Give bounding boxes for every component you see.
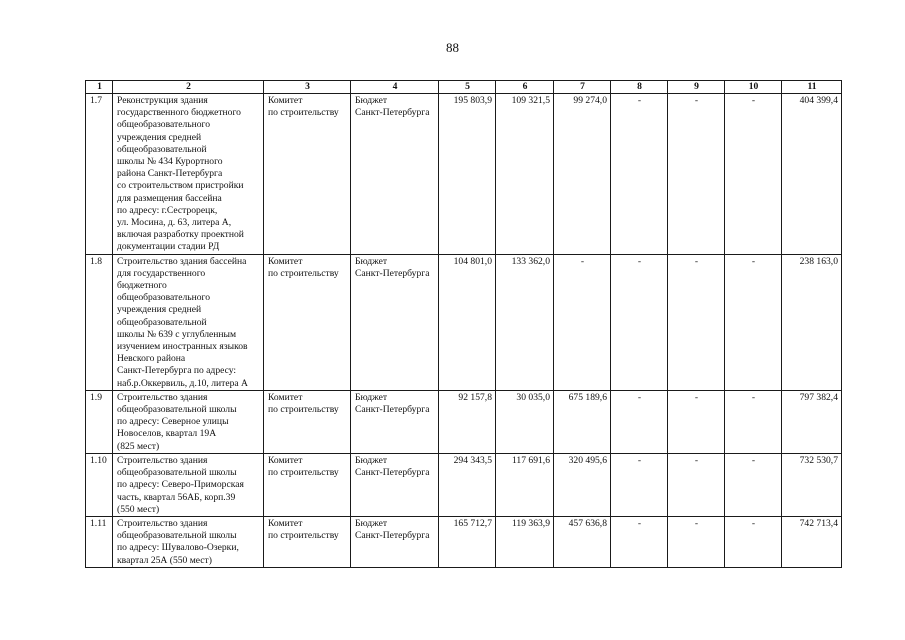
row-index: 1.8 xyxy=(86,254,113,390)
row-index: 1.7 xyxy=(86,94,113,255)
executor-cell xyxy=(264,453,351,516)
column-header-2: 2 xyxy=(113,81,264,94)
value-cell-8: - xyxy=(611,254,668,390)
object-name-cell-line: включая разработку проектной xyxy=(117,229,244,241)
row-index: 1.11 xyxy=(86,516,113,567)
funding-source-cell-line: Бюджет xyxy=(355,454,388,466)
table-header-row xyxy=(86,81,842,94)
funding-source-cell-line: Санкт-Петербурга xyxy=(355,267,430,279)
object-name-cell xyxy=(113,94,264,255)
executor-cell-line: по строительству xyxy=(268,467,339,479)
table-row xyxy=(86,516,842,567)
value-cell-5: 165 712,7 xyxy=(439,516,496,567)
object-name-cell-line: бюджетного xyxy=(117,280,167,292)
value-cell-11: 238 163,0 xyxy=(782,254,842,390)
column-header-3: 3 xyxy=(264,81,351,94)
value-cell-10: - xyxy=(725,94,782,255)
object-name-cell-line: (550 мест) xyxy=(117,503,160,515)
executor-cell-line: Комитет xyxy=(268,517,303,529)
executor-cell xyxy=(264,254,351,390)
executor-cell-line: Комитет xyxy=(268,454,303,466)
object-name-cell-line: общеобразовательной школы xyxy=(117,404,237,416)
value-cell-7: 457 636,8 xyxy=(554,516,611,567)
value-cell-8: - xyxy=(611,94,668,255)
value-cell-7: 675 189,6 xyxy=(554,390,611,453)
object-name-cell-line: общеобразовательного xyxy=(117,119,211,131)
column-header-11: 11 xyxy=(782,81,842,94)
value-cell-6: 119 363,9 xyxy=(496,516,554,567)
object-name-cell-line: наб.р.Оккервиль, д.10, литера А xyxy=(117,377,248,389)
funding-source-cell-line: Санкт-Петербурга xyxy=(355,530,430,542)
value-cell-5: 92 157,8 xyxy=(439,390,496,453)
value-cell-11: 742 713,4 xyxy=(782,516,842,567)
value-cell-9: - xyxy=(668,390,725,453)
value-cell-7: 320 495,6 xyxy=(554,453,611,516)
object-name-cell-line: Реконструкция здания xyxy=(117,95,208,106)
funding-source-cell-line: Бюджет xyxy=(355,95,388,106)
object-name-cell-line: общеобразовательной школы xyxy=(117,467,237,479)
object-name-cell-line: района Санкт-Петербурга xyxy=(117,168,223,180)
value-cell-5: 294 343,5 xyxy=(439,453,496,516)
column-header-5: 5 xyxy=(439,81,496,94)
value-cell-9: - xyxy=(668,516,725,567)
object-name-cell-line: Санкт-Петербурга по адресу: xyxy=(117,365,237,377)
object-name-cell-line: документации стадии РД xyxy=(117,241,220,253)
column-header-7: 7 xyxy=(554,81,611,94)
value-cell-5: 195 803,9 xyxy=(439,94,496,255)
object-name-cell-line: по адресу: Шувалово-Озерки, xyxy=(117,542,239,554)
value-cell-5: 104 801,0 xyxy=(439,254,496,390)
funding-source-cell xyxy=(351,254,439,390)
column-header-10: 10 xyxy=(725,81,782,94)
value-cell-8: - xyxy=(611,516,668,567)
funding-source-cell xyxy=(351,94,439,255)
column-header-4: 4 xyxy=(351,81,439,94)
value-cell-8: - xyxy=(611,453,668,516)
value-cell-11: 797 382,4 xyxy=(782,390,842,453)
value-cell-9: - xyxy=(668,94,725,255)
object-name-cell-line: Строительство здания xyxy=(117,391,208,403)
funding-source-cell-line: Бюджет xyxy=(355,517,388,529)
value-cell-11: 404 399,4 xyxy=(782,94,842,255)
object-name-cell-line: для государственного xyxy=(117,267,206,279)
value-cell-9: - xyxy=(668,453,725,516)
object-name-cell-line: школы № 434 Курортного xyxy=(117,156,223,168)
executor-cell xyxy=(264,94,351,255)
object-name-cell xyxy=(113,390,264,453)
value-cell-7: - xyxy=(554,254,611,390)
object-name-cell-line: для размещения бассейна xyxy=(117,192,222,204)
executor-cell xyxy=(264,390,351,453)
object-name-cell-line: Новоселов, квартал 19А xyxy=(117,428,217,440)
value-cell-9: - xyxy=(668,254,725,390)
value-cell-10: - xyxy=(725,516,782,567)
budget-table xyxy=(85,80,842,568)
object-name-cell-line: со строительством пристройки xyxy=(117,180,244,192)
object-name-cell-line: часть, квартал 56АБ, корп.39 xyxy=(117,491,236,503)
object-name-cell-line: по адресу: Северное улицы xyxy=(117,416,229,428)
table-row xyxy=(86,254,842,390)
value-cell-8: - xyxy=(611,390,668,453)
row-index: 1.10 xyxy=(86,453,113,516)
executor-cell xyxy=(264,516,351,567)
executor-cell-line: по строительству xyxy=(268,107,339,119)
object-name-cell-line: общеобразовательной школы xyxy=(117,530,237,542)
object-name-cell-line: общеобразовательной xyxy=(117,143,207,155)
value-cell-10: - xyxy=(725,390,782,453)
funding-source-cell-line: Санкт-Петербурга xyxy=(355,107,430,119)
value-cell-6: 30 035,0 xyxy=(496,390,554,453)
object-name-cell-line: квартал 25А (550 мест) xyxy=(117,554,212,566)
funding-source-cell-line: Бюджет xyxy=(355,391,388,403)
value-cell-10: - xyxy=(725,254,782,390)
object-name-cell-line: ул. Мосина, д. 63, литера А, xyxy=(117,217,232,229)
object-name-cell-line: учреждения средней xyxy=(117,304,202,316)
funding-source-cell xyxy=(351,453,439,516)
column-header-1: 1 xyxy=(86,81,113,94)
object-name-cell xyxy=(113,453,264,516)
executor-cell-line: по строительству xyxy=(268,404,339,416)
executor-cell-line: по строительству xyxy=(268,267,339,279)
object-name-cell-line: Невского района xyxy=(117,353,186,365)
object-name-cell-line: Строительство здания xyxy=(117,517,208,529)
table-row xyxy=(86,453,842,516)
column-header-8: 8 xyxy=(611,81,668,94)
object-name-cell-line: учреждения средней xyxy=(117,131,202,143)
funding-source-cell-line: Санкт-Петербурга xyxy=(355,404,430,416)
object-name-cell-line: по адресу: Северо-Приморская xyxy=(117,479,244,491)
funding-source-cell xyxy=(351,516,439,567)
table-row xyxy=(86,390,842,453)
object-name-cell-line: общеобразовательного xyxy=(117,292,211,304)
executor-cell-line: по строительству xyxy=(268,530,339,542)
value-cell-6: 117 691,6 xyxy=(496,453,554,516)
value-cell-10: - xyxy=(725,453,782,516)
value-cell-7: 99 274,0 xyxy=(554,94,611,255)
value-cell-11: 732 530,7 xyxy=(782,453,842,516)
object-name-cell xyxy=(113,516,264,567)
page-number: 88 xyxy=(446,40,459,55)
funding-source-cell xyxy=(351,390,439,453)
table-body xyxy=(86,94,842,568)
executor-cell-line: Комитет xyxy=(268,255,303,267)
column-header-9: 9 xyxy=(668,81,725,94)
table-row xyxy=(86,94,842,255)
column-header-6: 6 xyxy=(496,81,554,94)
value-cell-6: 109 321,5 xyxy=(496,94,554,255)
object-name-cell-line: (825 мест) xyxy=(117,440,160,452)
object-name-cell-line: школы № 639 с углубленным xyxy=(117,328,237,340)
object-name-cell-line: изучением иностранных языков xyxy=(117,341,248,353)
object-name-cell-line: Строительство здания бассейна xyxy=(117,255,247,267)
object-name-cell-line: по адресу: г.Сестрорецк, xyxy=(117,204,218,216)
row-index: 1.9 xyxy=(86,390,113,453)
executor-cell-line: Комитет xyxy=(268,95,303,106)
value-cell-6: 133 362,0 xyxy=(496,254,554,390)
object-name-cell xyxy=(113,254,264,390)
funding-source-cell-line: Бюджет xyxy=(355,255,388,267)
executor-cell-line: Комитет xyxy=(268,391,303,403)
object-name-cell-line: общеобразовательной xyxy=(117,316,207,328)
funding-source-cell-line: Санкт-Петербурга xyxy=(355,467,430,479)
object-name-cell-line: Строительство здания xyxy=(117,454,208,466)
object-name-cell-line: государственного бюджетного xyxy=(117,107,241,119)
